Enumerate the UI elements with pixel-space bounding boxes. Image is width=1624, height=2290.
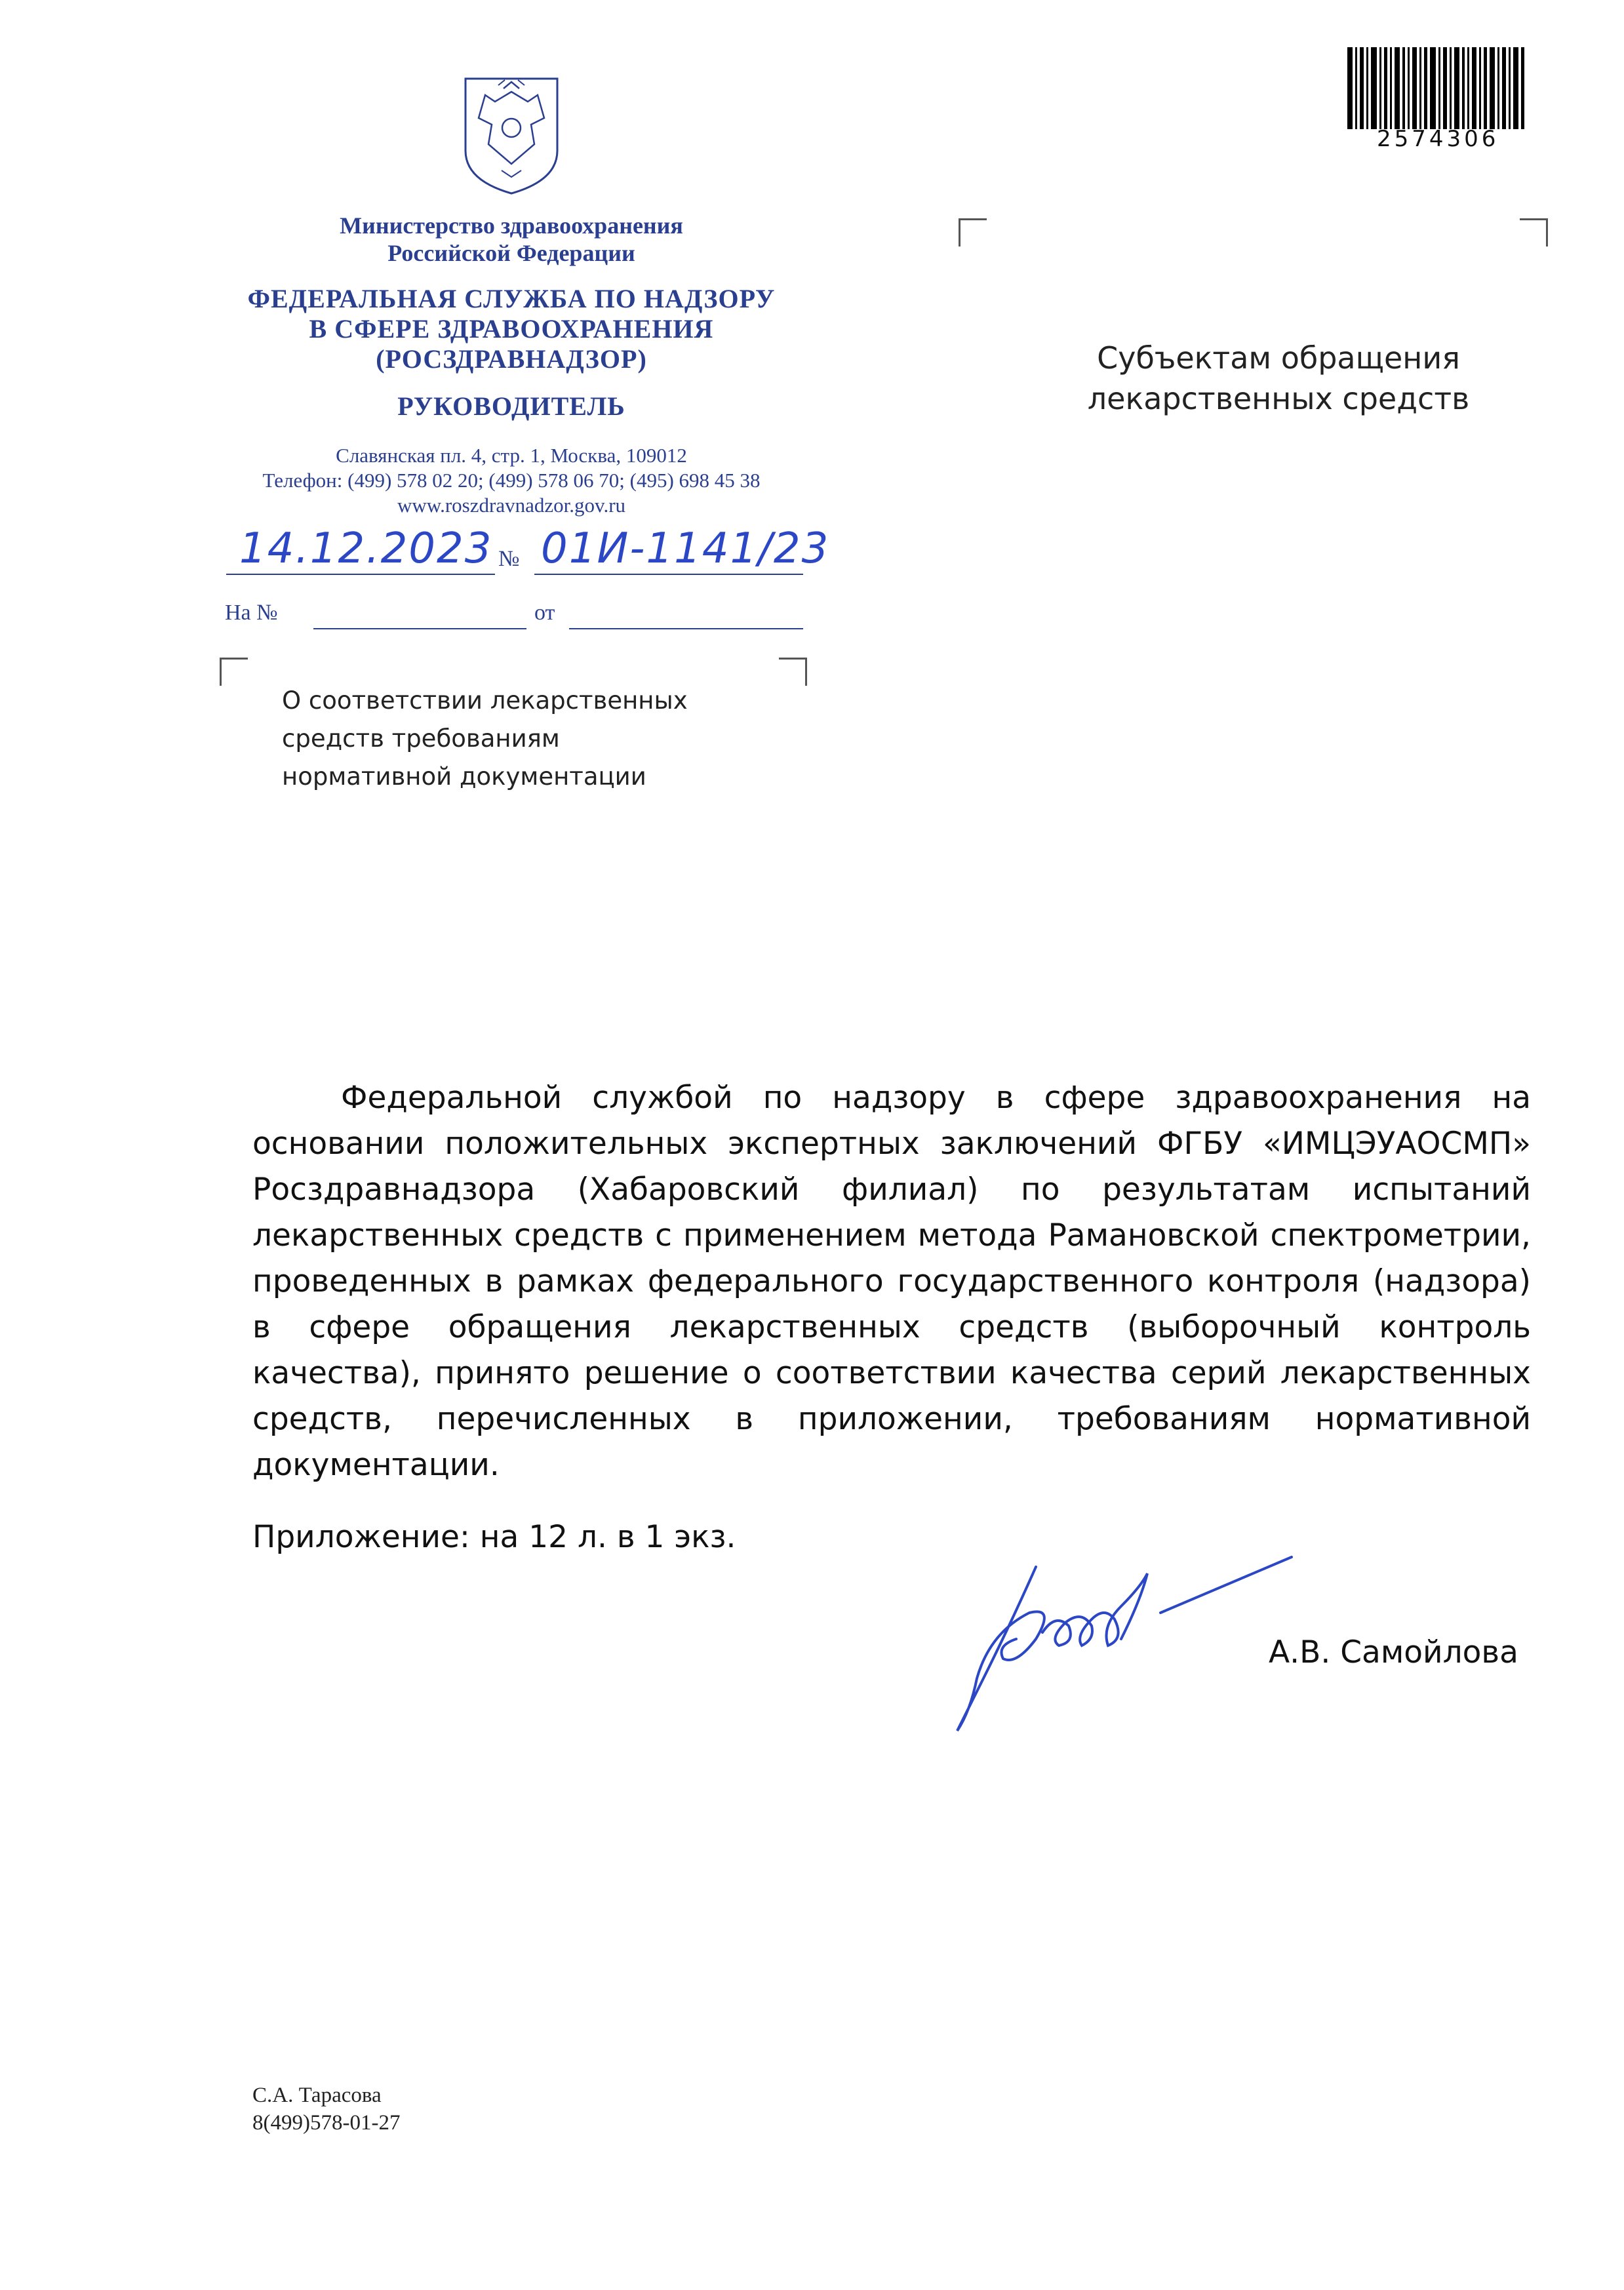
number-label: №: [498, 547, 520, 571]
coat-of-arms-icon: [459, 66, 564, 197]
ref-from-underline: [569, 628, 803, 629]
signatory-name: А.В. Самойлова: [1269, 1634, 1518, 1670]
attachment-line: Приложение: на 12 л. в 1 экз.: [252, 1519, 736, 1555]
service-line1: ФЕДЕРАЛЬНАЯ СЛУЖБА ПО НАДЗОРУ: [247, 284, 776, 313]
subject-line3: нормативной документации: [282, 762, 646, 791]
position-title: РУКОВОДИТЕЛЬ: [397, 391, 625, 421]
barcode-number: 2574306: [1377, 126, 1499, 152]
ref-from-label: от: [534, 601, 555, 625]
addressee-corner-right: [1520, 218, 1548, 247]
ministry-line2: Российской Федерации: [387, 240, 635, 266]
subject-line1: О соответствии лекарственных: [282, 686, 688, 715]
addressee-corner-left: [959, 218, 987, 247]
ref-number-label: На №: [225, 601, 278, 625]
executor-name: С.А. Тарасова: [252, 2083, 382, 2107]
executor-phone: 8(499)578-01-27: [252, 2111, 401, 2135]
barcode-icon: [1347, 47, 1524, 129]
subject-corner-right: [779, 658, 807, 686]
service-line3: (РОСЗДРАВНАДЗОР): [376, 344, 647, 374]
ministry-line1: Министерство здравоохранения: [340, 212, 683, 239]
addressee-line2: лекарственных средств: [1087, 381, 1470, 416]
addressee-line1: Субъектам обращения: [1097, 340, 1460, 376]
body-paragraph: Федеральной службой по надзору в сфере здравоохранения на основании положительных экспертных заключений ФГБУ «ИМЦЭУАОСМП» Росздравнадзора (Хабаровский филиал) по результатам испытаний лекарственных средств с применением метода Рамановской спектрометрии, проведенных в рамках федерального государственного контроля (надзора) в сфере обращения лекарственных средств (выборочный контроль качества), принято решение о соответствии качества серий лекарственных средств, перечисленных в приложении, требованиям нормативной документации.: [252, 1080, 1531, 1483]
website: www.roszdravnadzor.gov.ru: [397, 494, 626, 517]
ref-number-underline: [313, 628, 526, 629]
date-value: 14.12.2023: [239, 524, 493, 573]
subject-line2: средств требованиям: [282, 724, 560, 753]
phones: Телефон: (499) 578 02 20; (499) 578 06 70; (495) 698 45 38: [262, 469, 761, 492]
subject-corner-left: [220, 658, 248, 686]
date-underline: [226, 574, 495, 575]
number-underline: [534, 574, 803, 575]
service-line2: В СФЕРЕ ЗДРАВООХРАНЕНИЯ: [309, 314, 714, 344]
address: Славянская пл. 4, стр. 1, Москва, 109012: [336, 444, 687, 467]
handwritten-signature: [944, 1547, 1311, 1744]
doc-number: 01И-1141/23: [541, 524, 830, 573]
